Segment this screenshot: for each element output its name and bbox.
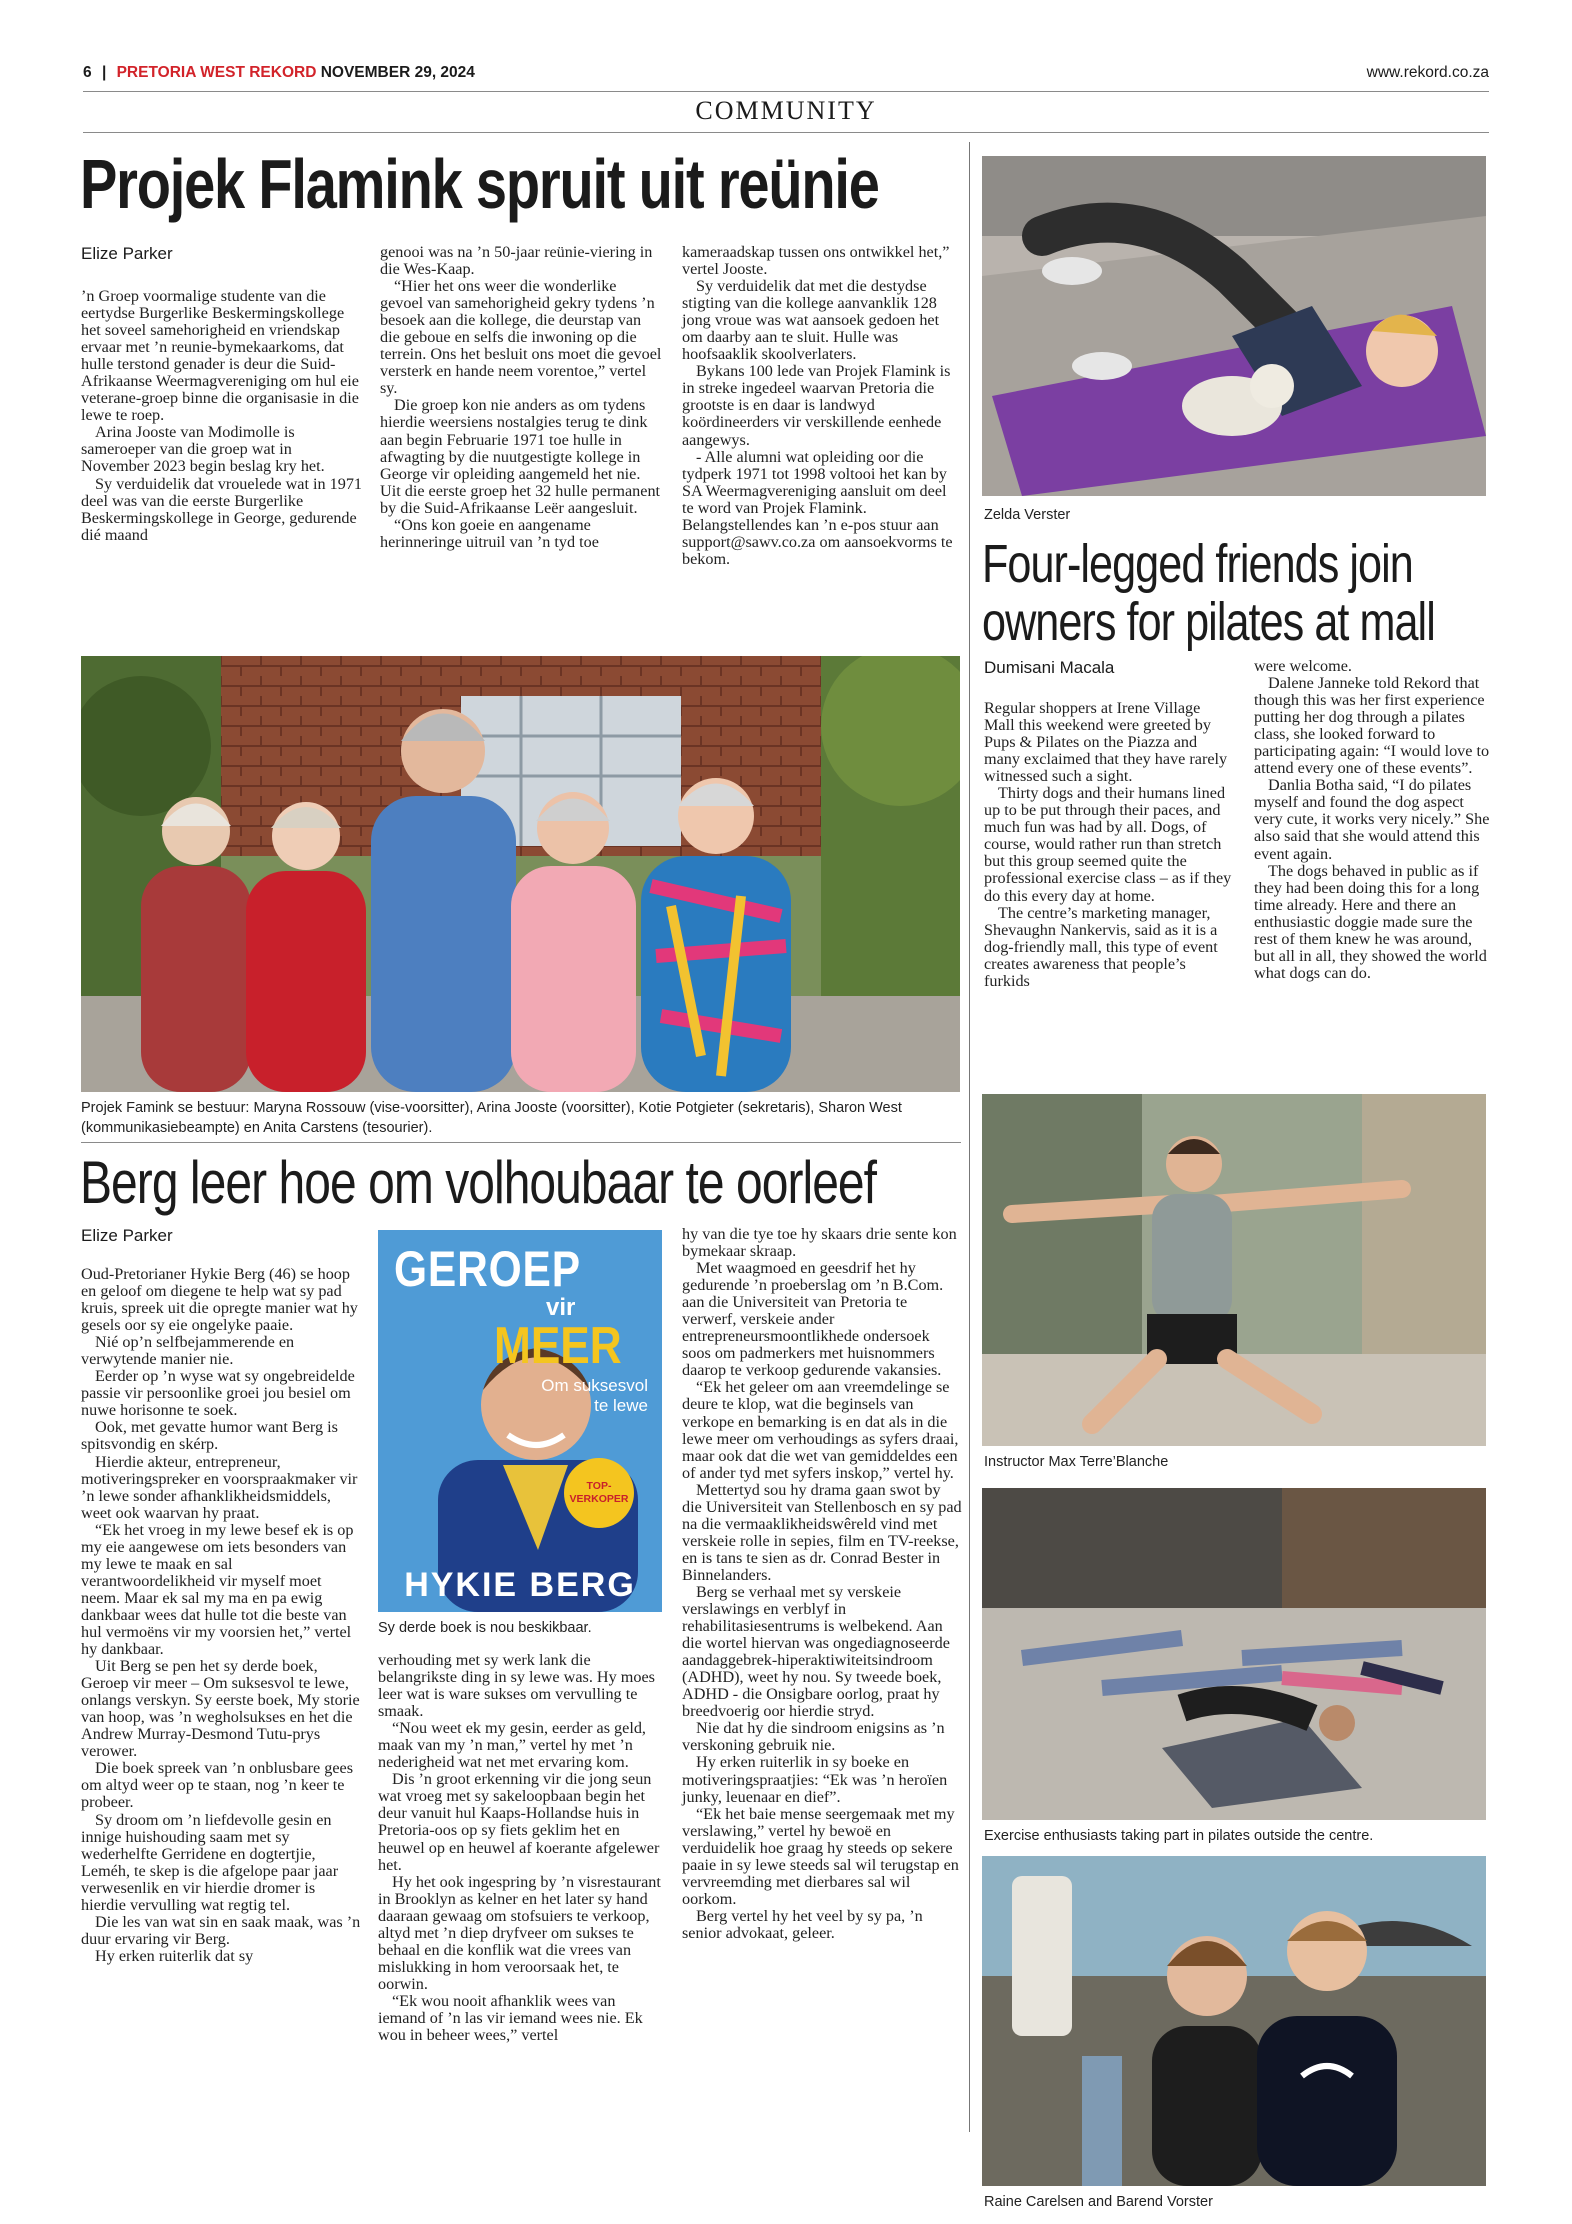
instructor-illustration	[982, 1094, 1486, 1446]
book-author: HYKIE BERG	[404, 1566, 636, 1604]
pilates-group-caption: Exercise enthusiasts taking part in pilates outside the centre.	[984, 1828, 1374, 1844]
paragraph: Bykans 100 lede van Projek Flamink is in streke ingedeel waarvan Pretoria die grootste is en daar is landwyd koördineerders vir verskillende eenhede aangewys.	[682, 362, 951, 449]
paragraph: Nie dat hy die sindroom enigsins as ’n verskoning gebruik nie.	[682, 1719, 945, 1755]
paragraph: Arina Jooste van Modimolle is sameroeper van die groep wat in November 2023 begin beslag kry het.	[81, 423, 325, 476]
pilates-group-illustration	[982, 1488, 1486, 1820]
article3-col1	[984, 700, 1232, 990]
paragraph: Danlia Botha said, “I do pilates myself and found the dog aspect very cute, it works very nicely.” She also said that she would attend this event again.	[1254, 776, 1490, 863]
publication-name: PRETORIA WEST REKORD	[116, 64, 317, 81]
section-title: COMMUNITY	[695, 96, 877, 125]
couple-caption: Raine Carelsen and Barend Vorster	[984, 2194, 1213, 2210]
article3-col2	[1254, 658, 1490, 982]
article3-byline: Dumisani Macala	[984, 658, 1115, 677]
paragraph: “Ek het baie mense seergemaak met my verslawing,” vertel hy bewoë en verduidelik hoe graag hy steeds op sekere paaie in sy lewe steeds sal wil terugstap en vervreemding met dierbares sal wil oorkom.	[682, 1804, 959, 1908]
article1-col3	[682, 244, 962, 568]
group-photo-illustration	[81, 656, 960, 1092]
paragraph: hy van die tye toe hy skaars drie sente kon bymekaar skraap.	[682, 1225, 957, 1261]
paragraph: Mettertyd sou hy drama gaan swot by die Universiteit van Stellenbosch en sy pad na die vermaaklikheidswêreld vind met verskeie rolle in sepies, film en TV-reekse, en is tans te sien as dr. Conrad Bester in Binnelanders.	[682, 1480, 962, 1584]
book-cover	[378, 1230, 662, 1612]
header-rule	[83, 91, 1489, 92]
paragraph: Ook, met gevatte humor want Berg is spitsvondig en skérp.	[81, 1418, 338, 1454]
instructor-caption: Instructor Max Terre’Blanche	[984, 1454, 1169, 1470]
paragraph: Regular shoppers at Irene Village Mall this weekend were greeted by Pups & Pilates on the Piazza and many exclaimed that they have rarely witnessed such a sight.	[984, 699, 1228, 786]
paragraph: Thirty dogs and their humans lined up to be put through their paces, and much fun was had by all. Dogs, of course, would rather run than stretch but this group seemed quite the professional exercise class – as if they do this every day at home.	[984, 784, 1232, 905]
article2-col2	[378, 1652, 662, 2044]
instructor-photo	[982, 1094, 1486, 1446]
paragraph: “Ons kon goeie en aangename herinneringe uitruil van ’n tyd toe	[380, 515, 599, 551]
article1-byline: Elize Parker	[81, 244, 173, 263]
paragraph: - Alle alumni wat opleiding oor die tydperk 1971 tot 1998 voltooi het kan by SA Weermagvereniging aansluit om deel te word van Projek Flamink. Belangstellendes kan ’n e-pos stuur aan support@sawv.co.za om aansoekvorms te bekom.	[682, 447, 953, 568]
column-divider	[969, 142, 970, 2132]
book-title-vir: vir	[546, 1294, 576, 1321]
article1-col2	[380, 244, 663, 551]
paragraph: “Ek wou nooit afhanklik wees van iemand of ’n las vir iemand wees nie. Ek wou in beheer wees,” vertel	[378, 1991, 643, 2045]
article2-col3	[682, 1226, 962, 1942]
dog-pilates-illustration	[982, 156, 1486, 496]
paragraph: Hy het ook ingespring by ’n visrestaurant in Brooklyn as kelner en het later sy hand daaraan gewaag om stofsuiers te verkoop, altyd met ’n diep dryfveer om sukses te behaal en die konflik wat die vrees van mislukking in hom veroorsaak het, te oorwin.	[378, 1872, 661, 1993]
paragraph: Die boek spreek van ’n onblusbare gees om altyd weer op te staan, nog ’n keer te probeer.	[81, 1759, 354, 1812]
paragraph: Eerder op ’n wyse wat sy ongebreidelde passie vir persoonlike groei jou besiel om nuwe horisonne te soek.	[81, 1367, 355, 1420]
paragraph: verhouding met sy werk lank die belangrikste ding in sy lewe was. Hy moes leer wat is ware sukses om vervulling te smaak.	[378, 1651, 655, 1721]
paragraph: Berg se verhaal met sy verskeie verslawings en verblyf in rehabilitasiesentrums is welbekend. Aan die wortel hiervan was ongediagnoseerde aandaggebrek-hiperaktiwiteitsindroom (ADHD), weet hy nou. Sy tweede boek, ADHD - die Onsigbare oorlog, praat hy breedvoerig oor hierdie stryd.	[682, 1582, 950, 1721]
paragraph: Dalene Janneke told Rekord that though this was her first experience putting her dog through a pilates class, she looked forward to participating again: “I would love to attend every one of these events”.	[1254, 674, 1490, 778]
article3-headline-line2: owners for pilates at mall	[982, 592, 1435, 652]
group-photo-caption: Projek Famink se bestuur: Maryna Rossouw (vise-voorsitter), Arina Jooste (voorsitter), Kotie Potgieter (sekretaris), Sharon West (kommunikasiebeampte) en Anita Carstens (tesourier).	[81, 1100, 902, 1136]
book-caption: Sy derde boek is nou beskikbaar.	[378, 1620, 592, 1636]
paragraph: Sy verduidelik dat vrouelede wat in 1971 deel was van die eerste Burgerlike Beskermingskollege in George, gedurende dié maand	[81, 474, 363, 544]
book-title-line1: GEROEP	[394, 1241, 581, 1297]
paragraph: “Ek het geleer om aan vreemdelinge se deure te klop, wat die beginsels van verkope en bemarking is en dat als in die lewe meer om verhoudings as syfers draai, maar ook dat die wet van gemiddeldes een of ander tyd met syfers inskop,” vertel hy.	[682, 1378, 959, 1482]
paragraph: Hierdie akteur, entrepreneur, motiveringspreker en voorspraakmaker vir ’n lewe sonder afhanklikheidsmiddels, weet ook waarvan hy praat.	[81, 1452, 358, 1522]
article1-col1	[81, 288, 364, 544]
page-header	[83, 64, 475, 82]
article2-byline: Elize Parker	[81, 1226, 173, 1245]
paragraph: Die les van wat sin en saak maak, was ’n duur ervaring vir Berg.	[81, 1912, 361, 1948]
website-link[interactable]: www.rekord.co.za	[1366, 64, 1489, 81]
paragraph: Uit Berg se pen het sy derde boek, Geroep vir meer – Om suksesvol te lewe, onlangs verskyn. Sy eerste boek, My storie van hoop, was ’n wegholsukses en het die Andrew Murray-Desmond Tutu-prys verower.	[81, 1657, 360, 1761]
paragraph: Nié op’n selfbejammerende en verwytende manier nie.	[81, 1333, 295, 1369]
paragraph: genooi was na ’n 50-jaar reünie-viering in die Wes-Kaap.	[380, 243, 653, 279]
paragraph: “Ek het vroeg in my lewe besef ek is op my eie aangewese om iets besonders van my lewe te maak en sal verantwoordelikheid vir myself moet neem. Maar ek sal my ma en pa ewig dankbaar wees dat hulle tot die beste van hul vermoëns vir my voorsien het,” vertel hy dankbaar.	[81, 1520, 354, 1659]
pilates-group-photo	[982, 1488, 1486, 1820]
section-rule	[83, 132, 1489, 133]
article3-headline	[982, 535, 1435, 651]
article-separator	[81, 1142, 961, 1143]
badge-line2: VERKOPER	[569, 1493, 629, 1505]
paragraph: Met waagmoed en geesdrif het hy gedurende ’n proeberslag om ’n B.Com. aan die Universiteit van Pretoria te verwerf, verskeie ander entrepreneursmoontlikhede ondersoek soos om padmerkers met huisnommers daarop te verkoop gedurende vakansies.	[682, 1259, 944, 1380]
paragraph: ’n Groep voormalige studente van die eertydse Burgerlike Beskermingskollege het soveel samehorigheid en vriendskap ervaar met ’n reunie-bymekaarkoms, dat hulle terstond genader is deur die Suid-Afrikaanse Weermagvereniging om hul eie veterane-groep binne die organisasie in die lewe te roep.	[81, 287, 359, 425]
book-title-line2: MEER	[494, 1317, 622, 1375]
book-subtitle-line1: Om suksesvol	[541, 1376, 648, 1395]
paragraph: Dis ’n groot erkenning vir die jong seun wat vroeg met sy sakeloopbaan begin het deur vanuit hul Kaaps-Hollandse huis in Pretoria-oos op sy fiets geklim het en heuwel op en heuwel af koerante afgelewer het.	[378, 1770, 660, 1874]
paragraph: were welcome.	[1254, 657, 1352, 675]
issue-date: NOVEMBER 29, 2024	[320, 64, 475, 81]
group-photo	[81, 656, 960, 1092]
article1-headline: Projek Flamink spruit uit reünie	[80, 145, 879, 223]
article3-headline-line1: Four-legged friends join	[982, 534, 1413, 594]
article2-headline: Berg leer hoe om volhoubaar te oorleef	[80, 1149, 877, 1216]
couple-illustration	[982, 1856, 1486, 2186]
dog-photo-caption: Zelda Verster	[984, 507, 1071, 523]
bestseller-badge	[564, 1458, 634, 1528]
paragraph: Sy verduidelik dat met die destydse stigting van die kollege aanvanklik 128 jong vroue was wat aansoek gedoen het om daarby aan te sluit. Hulle was hoofsaaklik skoolverlaters.	[682, 277, 940, 364]
paragraph: Hy erken ruiterlik dat sy	[95, 1946, 254, 1965]
paragraph: Die groep kon nie anders as om tydens hierdie weersiens nostalgies terug te dink aan begin Februarie 1971 toe hulle in afwagting by die nuutgestigte kollege in George vir opleiding aangemeld het nie. Uit die eerste groep het 32 hulle permanent by die Suid-Afrikaanse Leër aangesluit.	[380, 396, 661, 517]
paragraph: “Hier het ons weer die wonderlike gevoel van samehorigheid gekry tydens ’n besoek aan die kollege, die deurstap van die geboue en selfs die inwoning op die terrein. Ons het besluit ons moet die gevoel versterk en hande neem vorentoe,” vertel sy.	[380, 277, 662, 398]
header-separator: |	[101, 64, 107, 81]
page-number: 6	[83, 64, 92, 81]
paragraph: Berg vertel hy het veel by sy pa, ’n senior advokaat, geleer.	[682, 1906, 923, 1942]
paragraph: Sy droom om ’n liefdevolle gesin en innige huishouding saam met sy wederhelfte Gerridene en dogtertjie, Leméh, te skep is die afgelope paar jaar verwesenlik en vir hierdie dromer is hierdie vervulling wat regtig tel.	[81, 1810, 339, 1914]
paragraph: “Nou weet ek my gesin, eerder as geld, maak van my ’n man,” vertel hy met ’n nederigheid wat net met ervaring kom.	[378, 1719, 646, 1772]
paragraph: The dogs behaved in public as if they had been doing this for a long time already. Here and there an enthusiastic doggie made sure the rest of them knew he was around, but all in all, they showed the world what dogs can do.	[1254, 861, 1487, 982]
paragraph: The centre’s marketing manager, Shevaughn Nankervis, said as it is a dog-friendly mall, this type of event creates awareness that people’s furkids	[984, 903, 1218, 990]
paragraph: Oud-Pretorianer Hykie Berg (46) se hoop en geloof om diegene te help wat sy pad kruis, spreek uit die opregte manier wat hy gesels oor sy eie ongelyke paaie.	[81, 1265, 358, 1335]
book-subtitle-line2: te lewe	[594, 1396, 648, 1415]
paragraph: kameraadskap tussen ons ontwikkel het,” vertel Jooste.	[682, 243, 950, 279]
badge-line1: TOP-	[586, 1480, 612, 1492]
article2-col1	[81, 1266, 364, 1965]
couple-photo	[982, 1856, 1486, 2186]
dog-pilates-photo	[982, 156, 1486, 496]
paragraph: Hy erken ruiterlik in sy boeke en motiveringspraatjies: “Ek was ’n heroïen junky, leuenaar en dief”.	[682, 1753, 948, 1806]
book-subtitle	[518, 1376, 648, 1416]
